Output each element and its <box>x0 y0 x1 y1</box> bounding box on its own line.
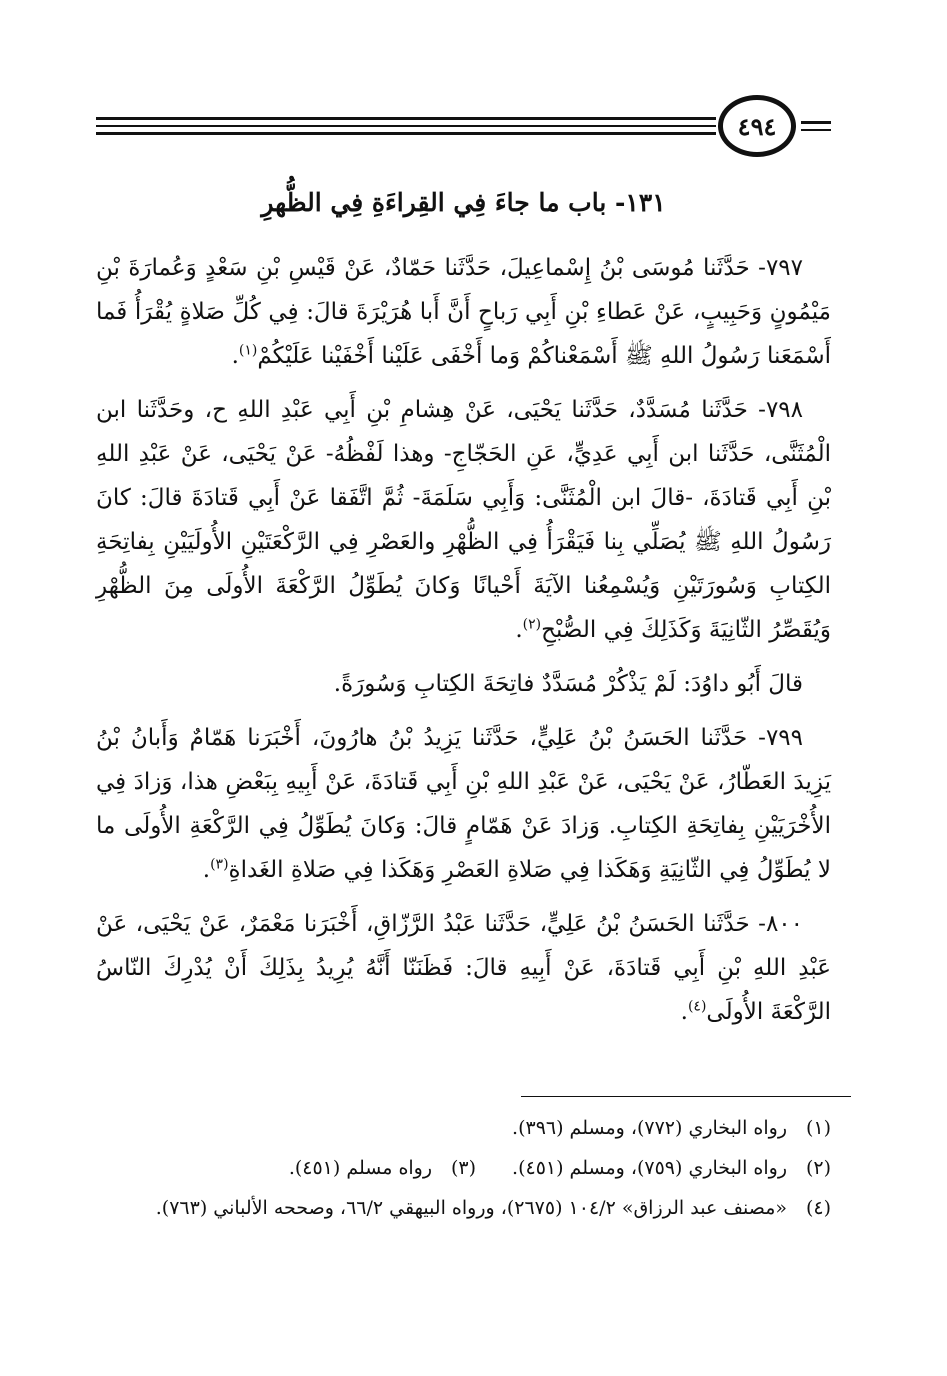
header-rule-stub <box>801 129 831 131</box>
hadith-797 <box>96 246 831 378</box>
hadith-800 <box>96 902 831 1034</box>
footnote-text: رواه البخاري (٧٧٢)، ومسلم (٣٩٦). <box>512 1117 787 1139</box>
footnote-text: رواه مسلم (٤٥١). <box>288 1157 433 1179</box>
footnote-4 <box>96 1188 831 1228</box>
hadith-text: ٧٩٧- حَدَّثَنا مُوسَى بْنُ إِسْماعِيلَ، حَدَّثَنا حَمّادٌ، عَنْ قَيْسِ بْنِ سَعْدٍ وَعُمارَةَ بْنِ مَيْمُونٍ وَحَبِيبٍ، عَنْ عَطاءِ بْنِ أَبِي رَباحٍ أَنَّ أَبا هُرَيْرَةَ قالَ: فِي كُلِّ صَلاةٍ يُقْرَأُ فَما أَسْمَعَنا رَسُولُ اللهِ ﷺ أَسْمَعْناكُمْ وَما أَخْفَى عَلَيْنا أَخْفَيْنا عَلَيْكُمْ <box>96 255 831 369</box>
header-rule <box>96 117 716 120</box>
footnote-number: (٤) <box>805 1197 831 1219</box>
footnote-divider <box>521 1096 851 1097</box>
hadith-text: ٧٩٨- حَدَّثَنا مُسَدَّدٌ، حَدَّثَنا يَحْيَى، عَنْ هِشامِ بْنِ أَبِي عَبْدِ اللهِ ح، وحَدَّثَنا ابن الْمُثَنَّى، حَدَّثَنا ابن أَبِي عَدِيٍّ، عَنِ الحَجّاجِ- وهذا لَفْظُهُ- عَنْ يَحْيَى، عَنْ عَبْدِ اللهِ بْنِ أَبِي قَتادَةَ، -قالَ ابن الْمُثَنَّى: وَأَبِي سَلَمَةَ- ثُمَّ اتَّفَقا عَنْ أَبِي قَتادَةَ قالَ: كانَ رَسُولُ اللهِ ﷺ يُصَلِّي بِنا فَيَقْرَأُ فِي الظُّهْرِ والعَصْرِ فِي الرَّكْعَتَيْنِ الأُولَيَيْنِ بِفاتِحَةِ الكِتابِ وَسُورَتَيْنِ وَيُسْمِعُنا الآيَةَ أَحْيانًا وَكانَ يُطَوِّلُ الرَّكْعَةَ الأُولَى مِنَ الظُّهْرِ وَيُقَصِّرُ الثّانِيَةَ وَكَذَلِكَ فِي الصُّبْحِ <box>96 397 831 643</box>
hadith-text: ٧٩٩- حَدَّثَنا الحَسَنُ بْنُ عَلِيٍّ، حَدَّثَنا يَزِيدُ بْنُ هارُونَ، أَخْبَرَنا هَمّامٌ وَأَبانُ بْنُ يَزِيدَ العَطّارُ، عَنْ يَحْيَى، عَنْ عَبْدِ اللهِ بْنِ أَبِي قَتادَةَ، عَنْ أَبِيهِ بِبَعْضِ هذا، وَزادَ فِي الأُخْرَيَيْنِ بِفاتِحَةِ الكِتابِ. وَزادَ عَنْ هَمّامٍ قالَ: وَكانَ يُطَوِّلُ فِي الرَّكْعَةِ الأُولَى ما لا يُطَوِّلُ فِي الثّانِيَةِ وَهَكَذا فِي صَلاةِ العَصْرِ وَهَكَذا فِي صَلاةِ الغَداةِ <box>96 725 831 883</box>
footnote-2-3 <box>96 1148 831 1188</box>
hadith-798 <box>96 388 831 652</box>
chapter-title: ١٣١- باب ما جاءَ فِي القِراءَةِ فِي الظُّهرِ <box>261 188 666 217</box>
header-rule-stub <box>801 121 831 124</box>
footnote-marker: (٢) <box>522 616 542 633</box>
footnote-marker: (١) <box>238 342 258 359</box>
hadith-end: . <box>202 857 211 883</box>
hadith-text: ٨٠٠- حَدَّثَنا الحَسَنُ بْنُ عَلِيٍّ، حَدَّثَنا عَبْدُ الرَّزّاقِ، أَخْبَرَنا مَعْمَرٌ، عَنْ يَحْيَى، عَنْ عَبْدِ اللهِ بْنِ أَبِي قَتادَةَ، عَنْ أَبِيهِ قالَ: فَظَنَنّا أَنَّهُ يُرِيدُ بِذَلِكَ أَنْ يُدْرِكَ النّاسُ الرَّكْعَةَ الأُولَى <box>96 911 831 1025</box>
abu-dawud-note: قالَ أَبُو داوُدَ: لَمْ يَذْكُرْ مُسَدَّدٌ فاتِحَةَ الكِتابِ وَسُورَةً. <box>333 671 803 697</box>
hadith-end: . <box>680 999 688 1025</box>
footnote-text: «مصنف عبد الرزاق» ١٠٤/٢ (٢٦٧٥)، ورواه البيهقي ٦٦/٢، وصححه الألباني (٧٦٣). <box>155 1197 787 1219</box>
footnote-number: (١) <box>805 1117 831 1139</box>
footnotes <box>96 1108 831 1228</box>
footnote-1 <box>96 1108 831 1148</box>
header-rule <box>96 132 716 135</box>
footnote-number: (٢) <box>805 1157 831 1179</box>
footnote-marker: (٣) <box>210 856 229 873</box>
hadith-end: . <box>515 617 523 643</box>
hadith-799 <box>96 716 831 892</box>
header-rule <box>96 125 716 127</box>
page-header <box>96 95 831 165</box>
page-number: ٤٩٤ <box>718 95 796 157</box>
footnote-text: رواه البخاري (٧٥٩)، ومسلم (٤٥١). <box>512 1157 787 1179</box>
body-text <box>96 246 831 1044</box>
footnote-marker: (٤) <box>687 998 707 1015</box>
footnote-number: (٣) <box>450 1157 477 1179</box>
hadith-end: . <box>231 343 239 369</box>
